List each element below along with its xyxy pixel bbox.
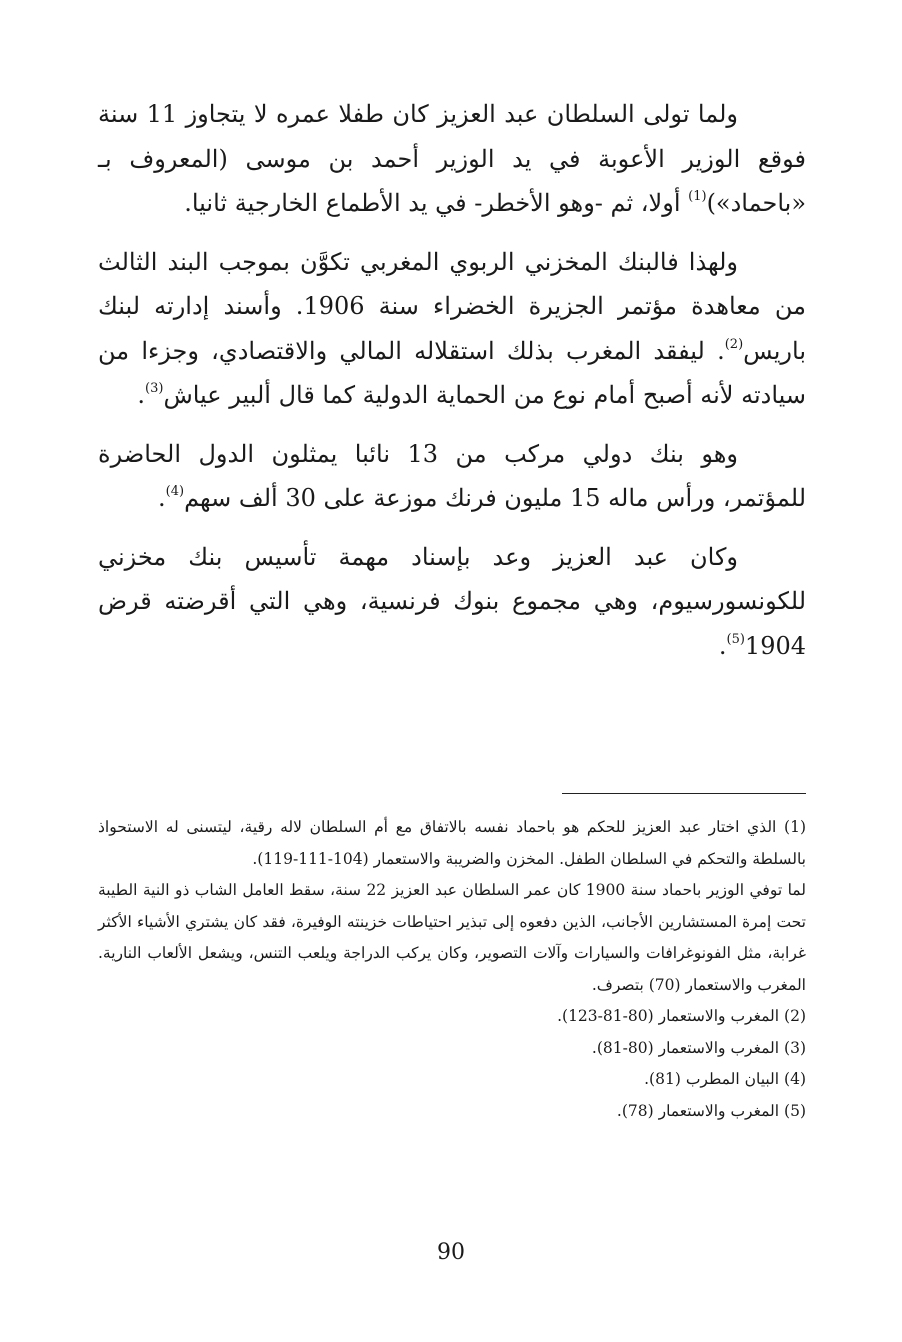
paragraph-2-tail: . — [137, 381, 145, 409]
footnote-separator — [562, 793, 806, 794]
footnote-ref-5: (5) — [726, 631, 745, 647]
main-text — [98, 92, 806, 682]
paragraph-3-text: وهو بنك دولي مركب من 13 نائبا يمثلون الدول الحاضرة للمؤتمر، ورأس ماله 15 مليون فرنك موزعة على 30 ألف سهم — [98, 439, 806, 512]
footnote-ref-4: (4) — [165, 484, 185, 499]
paragraph-4 — [98, 535, 806, 669]
footnote-1: (1) الذي اختار عبد العزيز للحكم هو باحماد نفسه بالاتفاق مع أم السلطان لاله رقية، ليتسنى له الاستحواذ بالسلطة والتحكم في السلطان الطفل. المخزن والضريبة والاستعمار (104-111-119). — [98, 818, 806, 868]
paragraph-3-tail: . — [158, 484, 166, 512]
paragraph-2-text: ولهذا فالبنك المخزني الربوي المغربي تكوَّن بموجب البند الثالث من معاهدة مؤتمر الجزيرة الخضراء سنة 1906. وأسند إدارته لبنك باريس — [98, 247, 807, 365]
paragraph-1 — [98, 92, 806, 226]
paragraph-3 — [98, 432, 806, 521]
footnotes — [98, 812, 806, 1127]
paragraph-4-tail: . — [718, 631, 727, 660]
page-number: 90 — [437, 1240, 465, 1265]
footnote-2: (2) المغرب والاستعمار (80-81-123). — [557, 1007, 806, 1025]
footnote-1-continuation: لما توفي الوزير باحماد سنة 1900 كان عمر السلطان عبد العزيز 22 سنة، سقط العامل الشاب ذو النية الطيبة تحت إمرة المستشارين الأجانب، الذين دفعوه إلى تبذير احتياطات خزينته الوفيرة، فقد كان يشتري الأشياء الأكثر غرابة، مثل الفونوغرافات والسيارات وآلات التصوير، وكان يركب الدراجة ويلعب التنس، ويشعل الألعاب النارية. المغرب والاستعمار (70) بتصرف. — [98, 881, 806, 994]
footnote-4: (4) البيان المطرب (81). — [644, 1070, 806, 1088]
paragraph-1-tail: أولا، ثم -وهو الأخطر- في يد الأطماع الخارجية ثانيا. — [184, 189, 689, 217]
paragraph-2 — [98, 240, 806, 418]
footnote-ref-2: (2) — [724, 336, 744, 352]
footnote-ref-1: (1) — [688, 189, 707, 204]
footnote-5: (5) المغرب والاستعمار (78). — [616, 1101, 806, 1120]
paragraph-4-text: وكان عبد العزيز وعد بإسناد مهمة تأسيس بنك مخزني للكونسورسيوم، وهي مجموع بنوك فرنسية، وهي التي أقرضته قرض 1904 — [98, 542, 806, 660]
paragraph-2-mid: . ليفقد المغرب بذلك استقلاله المالي والاقتصادي، وجزءا من سيادته لأنه أصبح أمام نوع من الحماية الدولية كما قال ألبير عياش — [98, 336, 806, 409]
footnote-3: (3) المغرب والاستعمار (80-81). — [591, 1038, 806, 1057]
footnote-ref-3: (3) — [145, 381, 164, 396]
paragraph-1-text: ولما تولى السلطان عبد العزيز كان طفلا عمره لا يتجاوز 11 سنة فوقع الوزير الأعوبة في يد الوزير أحمد بن موسى (المعروف بـ «باحماد») — [98, 100, 806, 217]
